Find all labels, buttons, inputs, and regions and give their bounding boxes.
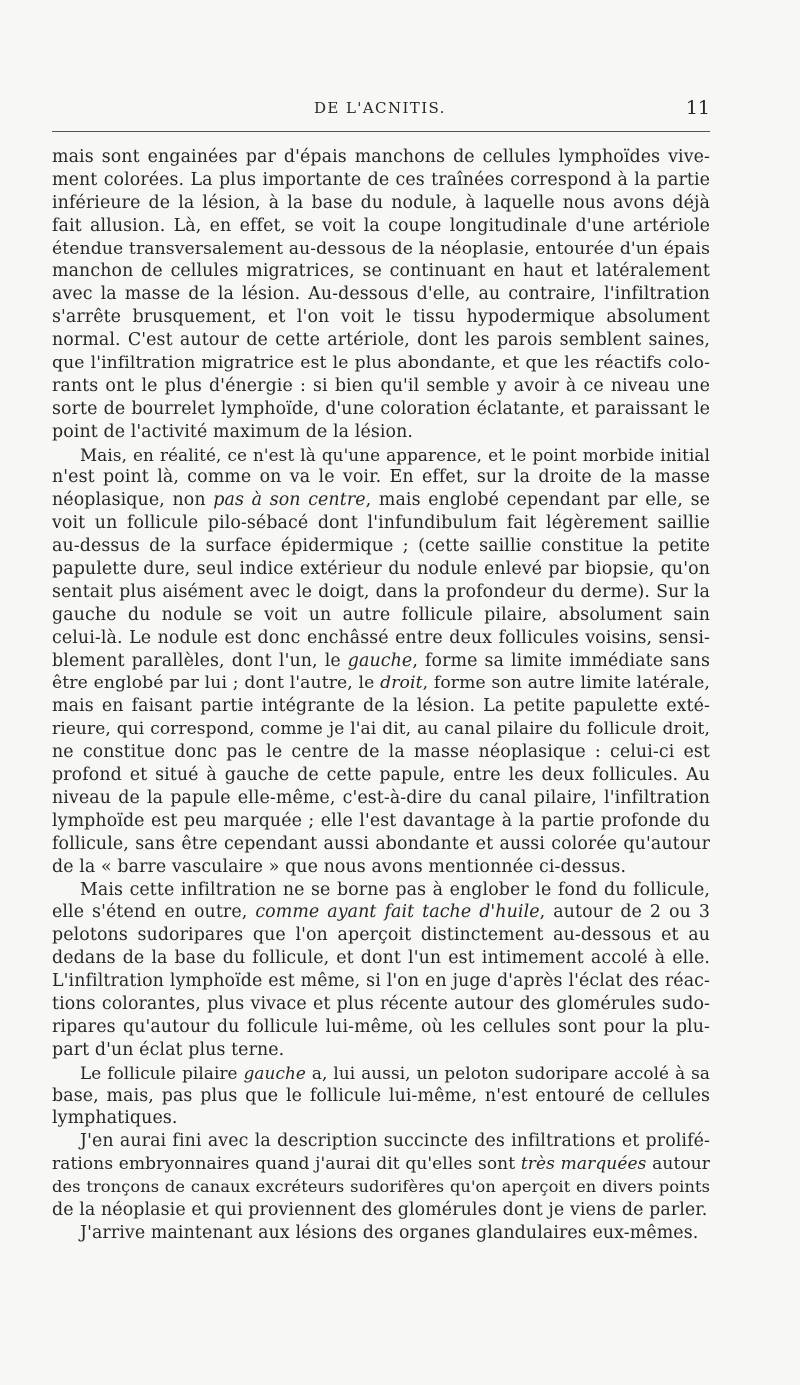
text-line: inférieure de la lésion, à la base du nodule, à laquelle nous avons déjà (52, 192, 710, 213)
paragraph (52, 879, 710, 1062)
paragraph (52, 146, 710, 444)
body-text (52, 146, 710, 1245)
text-line: ne constitue donc pas le centre de la masse néoplasique : celui-ci est (52, 742, 710, 763)
text-line: lymphatiques. (52, 1108, 178, 1129)
text-line: ripares qu'autour du follicule lui-même, où les cellules sont pour la plu- (52, 1016, 710, 1037)
text-line: mais en faisant partie intégrante de la lésion. La petite papulette exté- (52, 696, 710, 717)
text-line: blement parallèles, dont l'un, le gauche, forme sa limite immédiate sans (52, 650, 710, 671)
text-line: normal. C'est autour de cette artériole, dont les parois semblent saines, (52, 330, 710, 351)
text-line: J'arrive maintenant aux lésions des organes glandulaires eux-mêmes. (80, 1222, 699, 1243)
text-line: voit un follicule pilo-sébacé dont l'infundibulum fait légèrement saillie (52, 513, 710, 534)
text-line: fait allusion. Là, en effet, se voit la coupe longitudinale d'une artériole (52, 215, 710, 236)
text-line: des tronçons de canaux excréteurs sudorifères qu'on aperçoit en divers points (52, 1177, 710, 1197)
text-line: papulette dure, seul indice extérieur du nodule enlevé par biopsie, qu'on (52, 559, 710, 580)
text-line: être englobé par lui ; dont l'autre, le droit, forme son autre limite latérale, (52, 673, 710, 694)
text-line: ment colorées. La plus importante de ces traînées correspond à la partie (52, 169, 710, 190)
header-rule (52, 131, 710, 132)
text-line: pelotons sudoripares que l'on aperçoit distinctement au-dessous et au (52, 925, 710, 946)
text-line: tions colorantes, plus vivace et plus récente autour des glomérules sudo- (52, 993, 710, 1014)
text-line: Le follicule pilaire gauche a, lui aussi, un peloton sudoripare accolé à sa (80, 1062, 710, 1083)
text-line: avec la masse de la lésion. Au-dessous d'elle, au contraire, l'infiltration (52, 284, 710, 305)
text-line: niveau de la papule elle-même, c'est-à-dire du canal pilaire, l'infiltration (52, 787, 710, 808)
paragraph (52, 1130, 710, 1222)
text-line: follicule, sans être cependant aussi abondante et aussi colorée qu'autour (52, 833, 710, 854)
page-number: 11 (685, 97, 710, 119)
text-line: elle s'étend en outre, comme ayant fait tache d'huile, autour de 2 ou 3 (52, 902, 710, 923)
text-line: au-dessus de la surface épidermique ; (cette saillie constitue la petite (52, 536, 710, 557)
text-line: de la « barre vasculaire » que nous avons mentionnée ci-dessus. (52, 856, 627, 877)
text-line: base, mais, pas plus que le follicule lui-même, n'est entouré de cellules (52, 1085, 710, 1106)
paragraph (52, 1222, 710, 1245)
text-line: L'infiltration lymphoïde est même, si l'on en juge d'après l'éclat des réac- (52, 971, 710, 992)
text-line: de la néoplasie et qui proviennent des glomérules dont je viens de parler. (52, 1199, 708, 1220)
text-line: rations embryonnaires quand j'aurai dit qu'elles sont très marquées autour (52, 1154, 710, 1175)
text-line: néoplasique, non pas à son centre, mais englobé cependant par elle, se (52, 490, 710, 511)
text-line: lymphoïde est peu marquée ; elle l'est davantage à la partie profonde du (52, 810, 710, 831)
text-line: étendue transversalement au-dessous de la néoplasie, entourée d'un épais (52, 238, 710, 259)
text-line: Mais cette infiltration ne se borne pas à englober le fond du follicule, (80, 879, 710, 900)
text-line: Mais, en réalité, ce n'est là qu'une apparence, et le point morbide initial (80, 444, 710, 465)
text-line: n'est point là, comme on va le voir. En effet, sur la droite de la masse (52, 467, 710, 488)
text-line: rieure, qui correspond, comme je l'ai dit, au canal pilaire du follicule droit, (52, 719, 710, 740)
text-line: sorte de bourrelet lymphoïde, d'une coloration éclatante, et paraissant le (52, 398, 710, 419)
paragraph (52, 444, 710, 879)
text-line: s'arrête brusquement, et l'on voit le tissu hypodermique absolument (52, 307, 710, 328)
running-head (52, 99, 710, 121)
text-line: point de l'activité maximum de la lésion. (52, 421, 414, 442)
text-line: J'en aurai fini avec la description succincte des infiltrations et prolifé- (80, 1131, 710, 1152)
text-line: que l'infiltration migratrice est le plus abondante, et que les réactifs colo- (52, 353, 710, 374)
text-line: manchon de cellules migratrices, se continuant en haut et latéralement (52, 261, 710, 282)
text-line: dedans de la base du follicule, et dont l'un est intimement accolé à elle. (52, 948, 710, 969)
text-line: rants ont le plus d'énergie : si bien qu'il semble y avoir à ce niveau une (52, 375, 710, 396)
text-line: celui-là. Le nodule est donc enchâssé entre deux follicules voisins, sensi- (52, 627, 710, 648)
text-line: gauche du nodule se voit un autre follicule pilaire, absolument sain (52, 604, 710, 625)
text-line: sentait plus aisément avec le doigt, dans la profondeur du derme). Sur la (52, 581, 710, 602)
running-title: DE L'ACNITIS. (314, 99, 446, 117)
text-line: mais sont engainées par d'épais manchons de cellules lymphoïdes vive- (52, 147, 710, 167)
text-line: profond et situé à gauche de cette papule, entre les deux follicules. Au (52, 765, 710, 786)
text-line: part d'un éclat plus terne. (52, 1039, 285, 1060)
paragraph (52, 1062, 710, 1131)
